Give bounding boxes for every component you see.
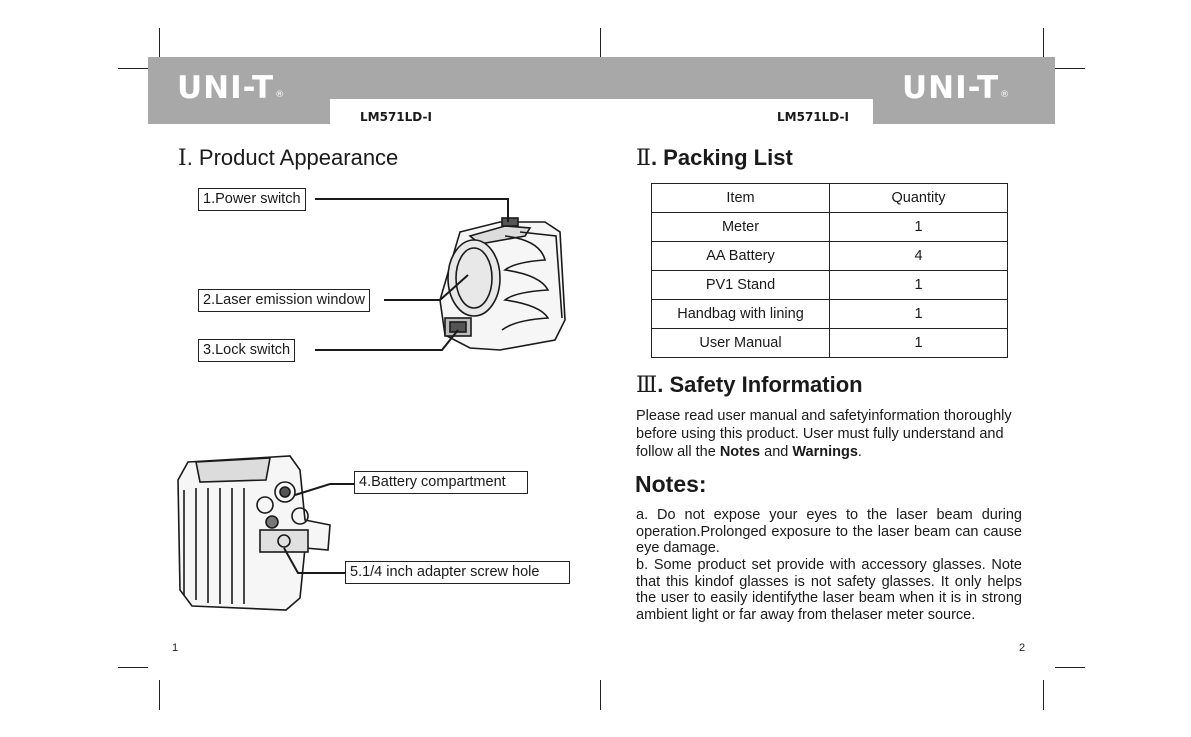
registered-mark: ® — [275, 90, 286, 100]
header-cell-item: Item — [652, 184, 830, 213]
item-cell: AA Battery — [652, 242, 830, 271]
quantity-cell: 1 — [830, 213, 1008, 242]
model-label-right: LM571LD-I — [777, 110, 849, 124]
quantity-cell: 1 — [830, 271, 1008, 300]
callout-battery-compartment: 4.Battery compartment — [354, 471, 528, 494]
table-row — [652, 300, 1008, 329]
header-cell-quantity: Quantity — [830, 184, 1008, 213]
notes-emphasis: Notes — [719, 444, 761, 460]
roman-numeral: Ⅰ — [178, 146, 187, 171]
callout-power-switch: 1.Power switch — [198, 188, 306, 211]
callout-adapter-screw-hole: 5.1/4 inch adapter screw hole — [345, 561, 570, 584]
packing-list-table — [651, 183, 1008, 358]
table-header-row — [652, 184, 1008, 213]
callout-lock-switch: 3.Lock switch — [198, 339, 295, 362]
section-title-text: . Packing List — [650, 145, 793, 170]
item-cell: User Manual — [652, 329, 830, 358]
quantity-cell: 1 — [830, 329, 1008, 358]
item-cell: Handbag with lining — [652, 300, 830, 329]
table-row — [652, 271, 1008, 300]
page-number-right: 2 — [1019, 642, 1026, 654]
notes-heading: Notes: — [635, 471, 707, 497]
quantity-cell: 4 — [830, 242, 1008, 271]
and-text: and — [760, 444, 793, 460]
table-row — [652, 329, 1008, 358]
table-row — [652, 213, 1008, 242]
page-number-left: 1 — [172, 642, 179, 654]
brand-name: UNI-T — [902, 70, 1000, 106]
section-title-text: . Safety Information — [657, 372, 863, 397]
section-title-safety-information — [636, 372, 863, 398]
section-title-text: . Product Appearance — [186, 145, 399, 170]
quantity-cell: 1 — [830, 300, 1008, 329]
item-cell: PV1 Stand — [652, 271, 830, 300]
safety-text: Please read user manual and safetyinformation thoroughly before using this product. User must fully understand and follow all the — [636, 408, 1012, 460]
note-a: a. Do not expose your eyes to the laser beam during operation.Prolonged exposure to the laser beam can cause eye damage. — [636, 507, 1022, 556]
callout-laser-emission-window: 2.Laser emission window — [198, 289, 370, 312]
brand-name: UNI-T — [177, 70, 275, 106]
table-row — [652, 242, 1008, 271]
warnings-emphasis: Warnings — [792, 444, 858, 460]
safety-paragraph — [636, 407, 1016, 461]
registered-mark: ® — [1000, 90, 1011, 100]
period-text: . — [857, 444, 862, 460]
section-title-packing-list — [636, 145, 793, 171]
device-rear-view — [178, 456, 330, 610]
roman-numeral: Ⅱ — [636, 146, 651, 171]
note-b: b. Some product set provide with accessory glasses. Note that this kindof glasses is not safety glasses. It only helps the user to easily identifythe laser beam when it is in strong ambient light or far away from thelaser meter source. — [636, 557, 1022, 623]
model-label-left: LM571LD-I — [360, 110, 432, 124]
item-cell: Meter — [652, 213, 830, 242]
roman-numeral: Ⅲ — [636, 373, 658, 398]
